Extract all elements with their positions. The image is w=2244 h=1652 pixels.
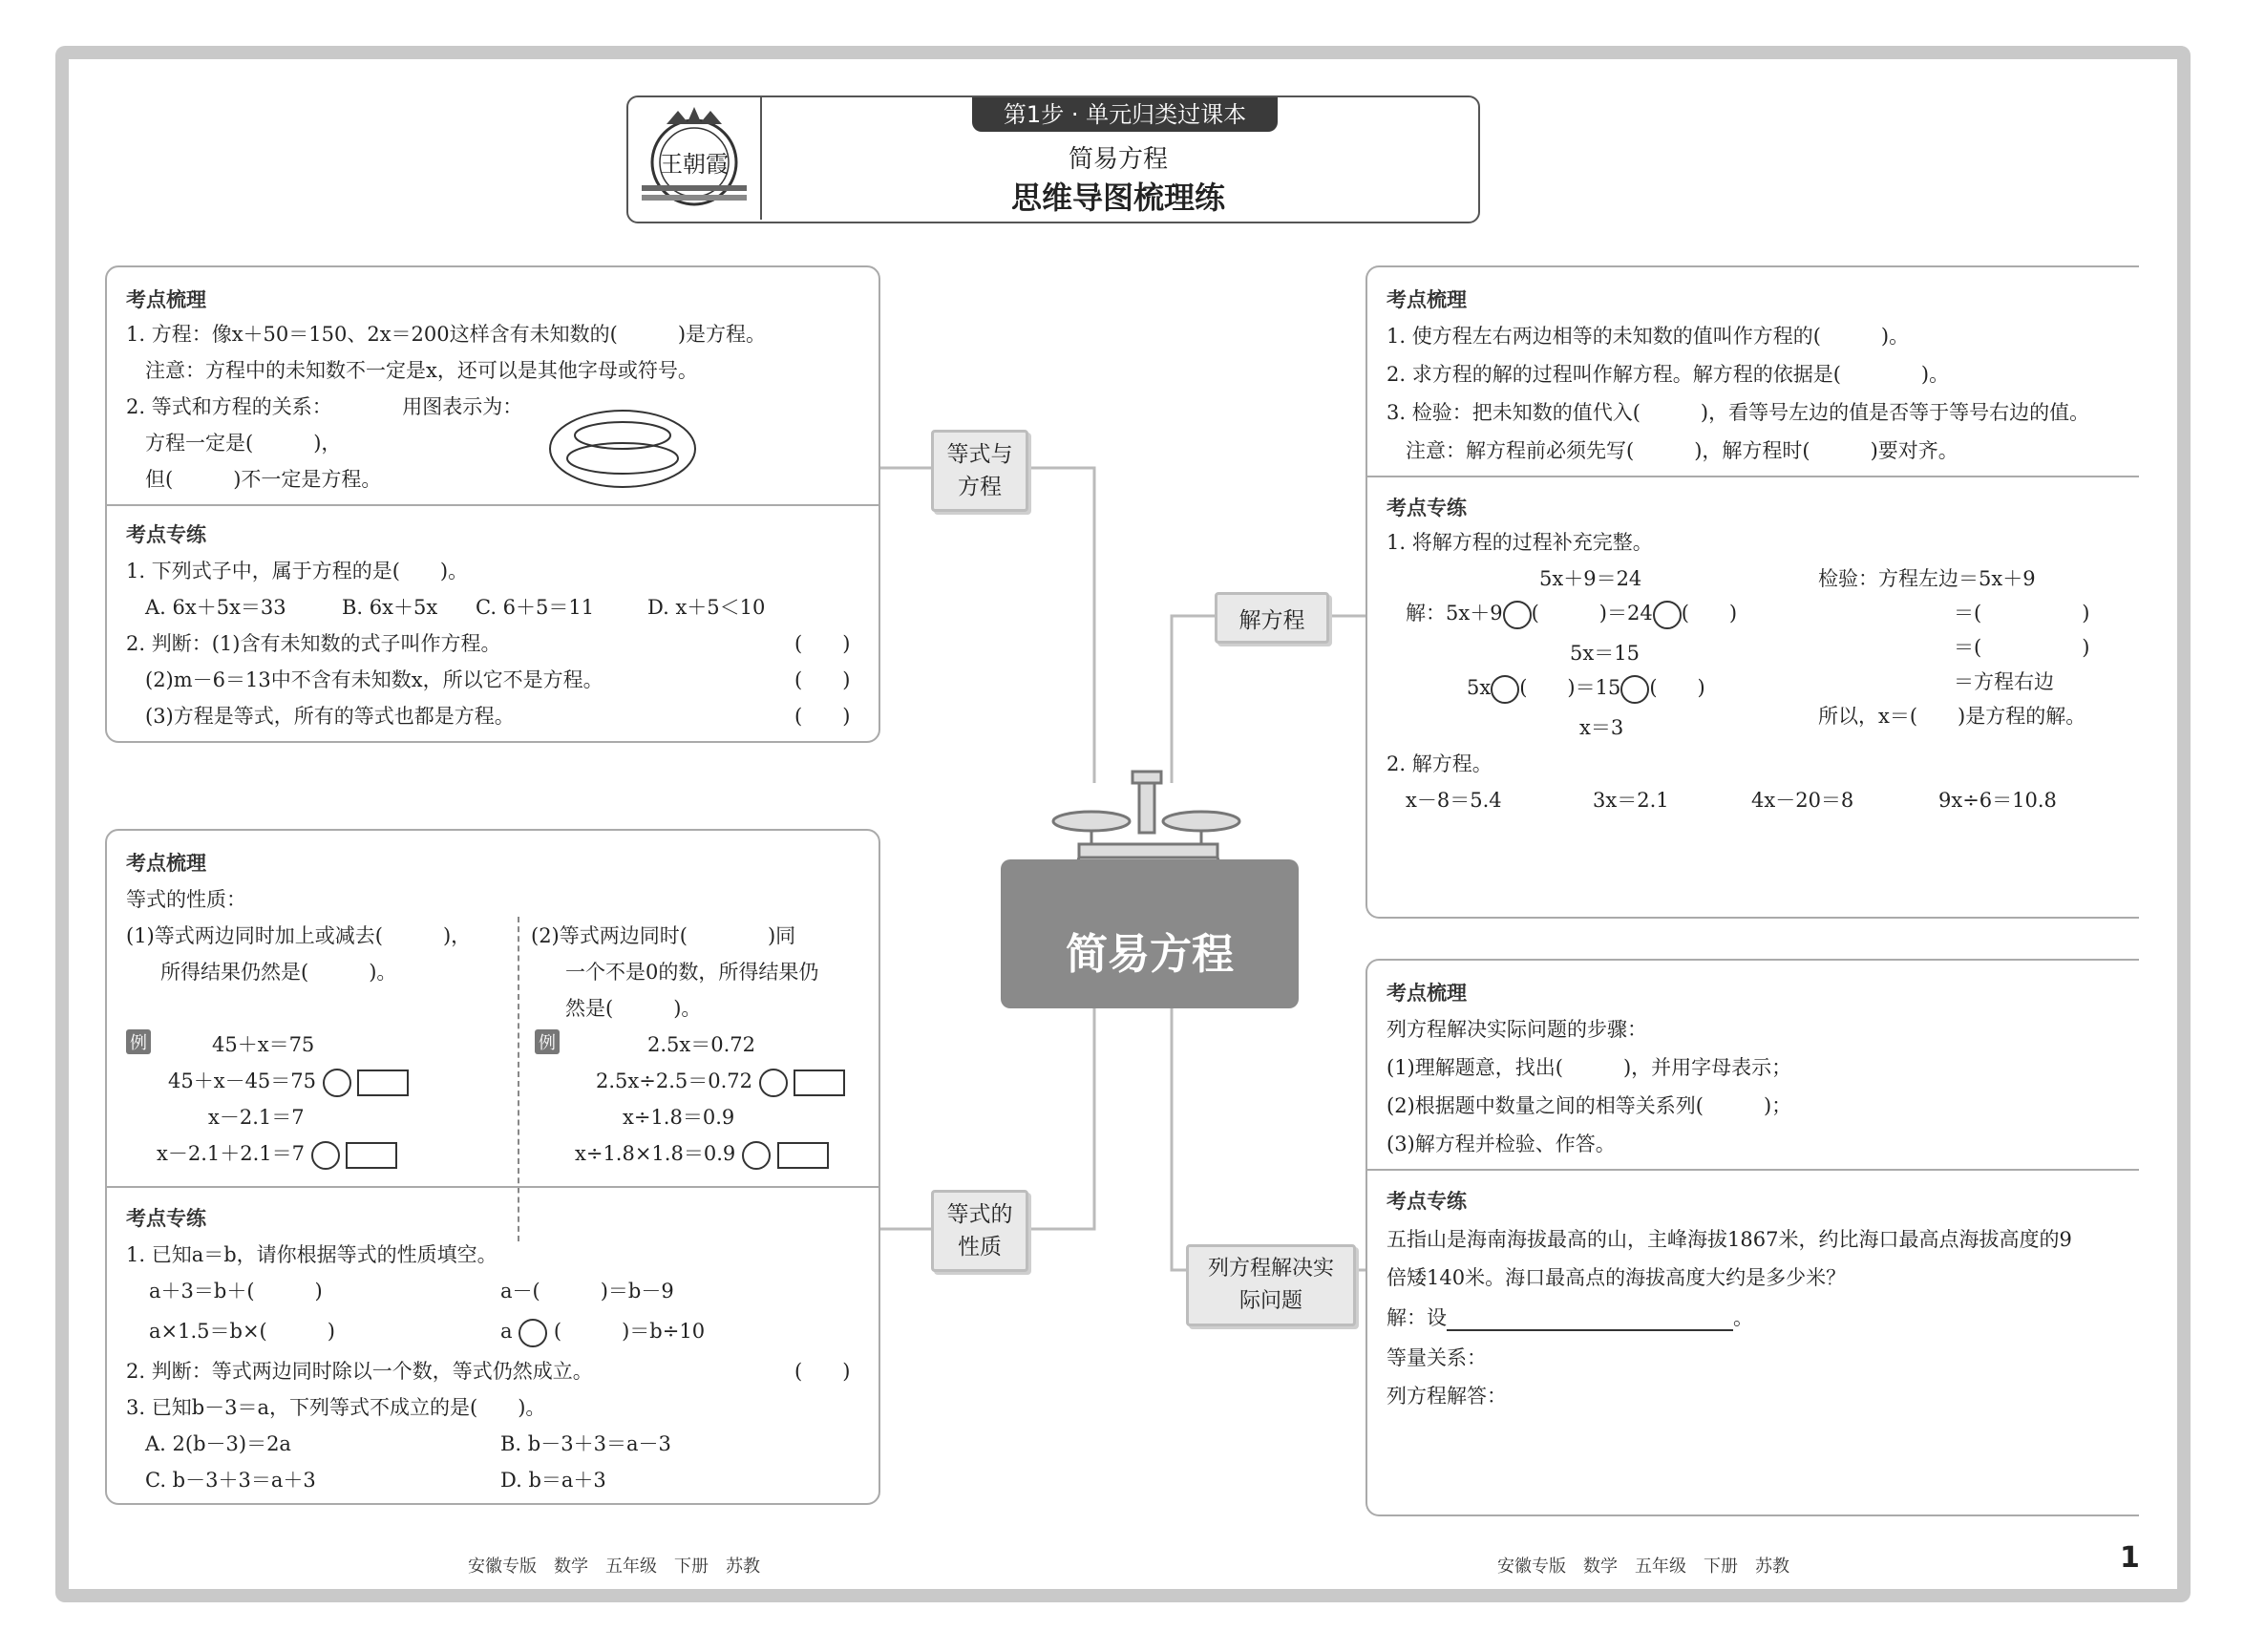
option-d: D. x＋5＜10 [647,596,766,619]
step-line: 5x＝15 [1570,642,1640,665]
answer-paren[interactable]: ( ) [794,632,851,655]
section-divider [1367,1169,2139,1171]
text-line: 2. 等式和方程的关系： 用图表示为： [126,395,523,418]
section-title: 考点梳理 [126,288,206,311]
box-solving-equations [1365,265,2139,919]
answer-box[interactable] [357,1070,409,1096]
footer-left: 安徽专版 数学 五年级 下册 苏教 [468,1557,760,1577]
option-c: C. b－3＋3＝a＋3 [145,1469,316,1492]
answer-blank[interactable] [1447,1310,1733,1331]
node-equation-and-equality: 等式与 方程 [931,430,1028,512]
check-line: ＝方程右边 [1954,670,2054,693]
text-line: (1)理解题意，找出( )，并用字母表示； [1387,1056,1792,1079]
page-number: 1 [2120,1541,2140,1575]
fill-item: a－( )＝b－9 [500,1280,674,1303]
text-line: (2)等式两边同时( )同 [531,924,796,947]
example-line: x÷1.8×1.8＝0.9 [575,1142,736,1165]
text-line: 注意：解方程前必须先写( )，解方程时( )要对齐。 [1406,439,1958,462]
header-subtitle: 简易方程 [1068,145,1168,174]
step-tab: 第1步 · 单元归类过课本 [972,97,1278,132]
problem: 4x－20＝8 [1751,789,1854,812]
question: 2. 解方程。 [1387,752,1492,775]
text-line: 1. 方程：像x＋50＝150、2x＝200这样含有未知数的( )是方程。 [126,323,767,346]
example-line: x÷1.8＝0.9 [623,1106,735,1129]
question: 1. 下列式子中，属于方程的是( )。 [126,560,469,582]
section-title: 考点梳理 [1387,288,1467,311]
option-c: C. 6＋5＝11 [476,596,595,619]
example-tag: 例 [126,1029,151,1054]
option-a: A. 2(b－3)＝2a [145,1432,291,1455]
fill-item: a [500,1320,513,1343]
text-line: 3. 检验：把未知数的值代入( )，看等号左边的值是否等于等号右边的值。 [1387,401,2090,424]
answer-label: 等量关系： [1387,1346,1487,1369]
svg-text:王朝霞: 王朝霞 [660,151,729,178]
question: 3. 已知b－3＝a，下列等式不成立的是( )。 [126,1396,546,1419]
step-line: ( )＝15 [1519,676,1621,699]
answer-box[interactable] [777,1142,829,1169]
question: 2. 判断：(1)含有未知数的式子叫作方程。 [126,632,501,655]
example-line: x－2.1＋2.1＝7 [157,1142,305,1165]
text-line: 所得结果仍然是( )。 [160,961,397,984]
check-line: 所以，x＝( )是方程的解。 [1818,705,2086,728]
text-line: 列方程解决实际问题的步骤： [1387,1018,1647,1041]
text-line: 方程一定是( )， [145,432,342,455]
option-b: B. b－3＋3＝a－3 [500,1432,671,1455]
operator-circle[interactable] [311,1141,340,1170]
text-line: 然是( )。 [565,997,702,1020]
box-equality-properties [105,829,880,1505]
node-word-problems: 列方程解决实 际问题 [1186,1244,1356,1326]
step-line: ( ) [1681,602,1738,625]
check-line: ＝( ) [1954,602,2090,625]
punctuation: 。 [1733,1306,1753,1329]
example-line: 45＋x＝75 [212,1033,315,1056]
footer-right: 安徽专版 数学 五年级 下册 苏教 [1497,1557,1789,1577]
problem-text: 倍矮140米。海口最高点的海拔高度大约是多少米？ [1387,1266,1847,1289]
problem-text: 五指山是海南海拔最高的山，主峰海拔1867米，约比海口最高点海拔高度的9 [1387,1228,2072,1251]
box-equation-concepts [105,265,880,743]
section-title: 考点专练 [126,1207,206,1230]
section-divider [1367,476,2139,477]
question: (2)m－6＝13中不含有未知数x，所以它不是方程。 [145,668,603,691]
operator-circle[interactable] [759,1069,788,1097]
text-line: (1)等式两边同时加上或减去( )， [126,924,472,947]
fill-item: a＋3＝b＋( ) [149,1280,323,1303]
fill-item: ( )＝b÷10 [553,1320,706,1343]
example-tag: 例 [535,1029,560,1054]
answer-paren[interactable]: ( ) [794,705,851,728]
section-divider [107,504,879,506]
example-line: x－2.1＝7 [208,1106,305,1129]
section-title: 考点专练 [126,523,206,546]
check-line: 检验：方程左边＝5x＋9 [1818,567,2036,590]
operator-circle[interactable] [742,1141,771,1170]
answer-label: 列方程解答： [1387,1385,1507,1408]
header-title: 思维导图梳理练 [1010,180,1225,216]
section-divider [107,1186,879,1188]
text-line: (3)解方程并检验、作答。 [1387,1133,1616,1155]
operator-circle[interactable] [1491,675,1519,704]
operator-circle[interactable] [323,1069,351,1097]
node-solve-equation: 解方程 [1215,592,1329,644]
step-line: 5x [1467,676,1492,699]
example-line: 45＋x－45＝75 [168,1070,317,1092]
section-title: 考点专练 [1387,1190,1467,1213]
answer-box[interactable] [346,1142,397,1169]
section-title: 考点梳理 [1387,982,1467,1005]
question: (3)方程是等式，所有的等式也都是方程。 [145,705,515,728]
step-line: x＝3 [1579,716,1624,739]
answer-paren[interactable]: ( ) [794,668,851,691]
text-line: 1. 使方程左右两边相等的未知数的值叫作方程的( )。 [1387,325,1910,348]
example-line: 2.5x÷2.5＝0.72 [596,1070,752,1092]
text-line: 2. 求方程的解的过程叫作解方程。解方程的依据是( )。 [1387,363,1950,386]
operator-circle[interactable] [519,1319,547,1347]
column-divider [518,917,519,1241]
operator-circle[interactable] [1653,601,1682,629]
question: 2. 判断：等式两边同时除以一个数，等式仍然成立。 [126,1360,593,1383]
operator-circle[interactable] [1503,601,1532,629]
operator-circle[interactable] [1620,675,1649,704]
check-line: ＝( ) [1954,636,2090,659]
text-line: 但( )不一定是方程。 [145,468,382,491]
question: 1. 将解方程的过程补充完整。 [1387,531,1653,554]
node-equality-properties: 等式的 性质 [931,1190,1028,1272]
section-title: 考点专练 [1387,497,1467,519]
step-line: ( )＝24 [1531,602,1653,625]
step-line: ( ) [1649,676,1705,699]
center-topic: 简易方程 [1001,859,1299,1008]
text-line: 注意：方程中的未知数不一定是x，还可以是其他字母或符号。 [145,359,698,382]
answer-paren[interactable]: ( ) [794,1360,851,1383]
option-d: D. b＝a＋3 [500,1469,606,1492]
text-line: 一个不是0的数，所得结果仍 [565,961,819,984]
step-line: 解：5x＋9 [1406,602,1503,625]
problem: 3x＝2.1 [1593,789,1669,812]
example-line: 2.5x＝0.72 [647,1033,755,1056]
step-line: 5x＋9＝24 [1539,567,1642,590]
problem: x－8＝5.4 [1406,789,1502,812]
venn-ellipse-diagram [107,267,882,516]
text-line: (2)根据题中数量之间的相等关系列( )； [1387,1094,1792,1117]
option-a: A. 6x＋5x＝33 [145,596,286,619]
option-b: B. 6x＋5x [342,596,438,619]
box-word-problems [1365,959,2139,1516]
answer-label: 解：设 [1387,1306,1447,1329]
problem: 9x÷6＝10.8 [1938,789,2057,812]
section-title: 考点梳理 [126,852,206,875]
question: 1. 已知a＝b，请你根据等式的性质填空。 [126,1243,497,1266]
text-line: 等式的性质： [126,888,246,911]
answer-box[interactable] [794,1070,845,1096]
fill-item: a×1.5＝b×( ) [149,1320,335,1343]
